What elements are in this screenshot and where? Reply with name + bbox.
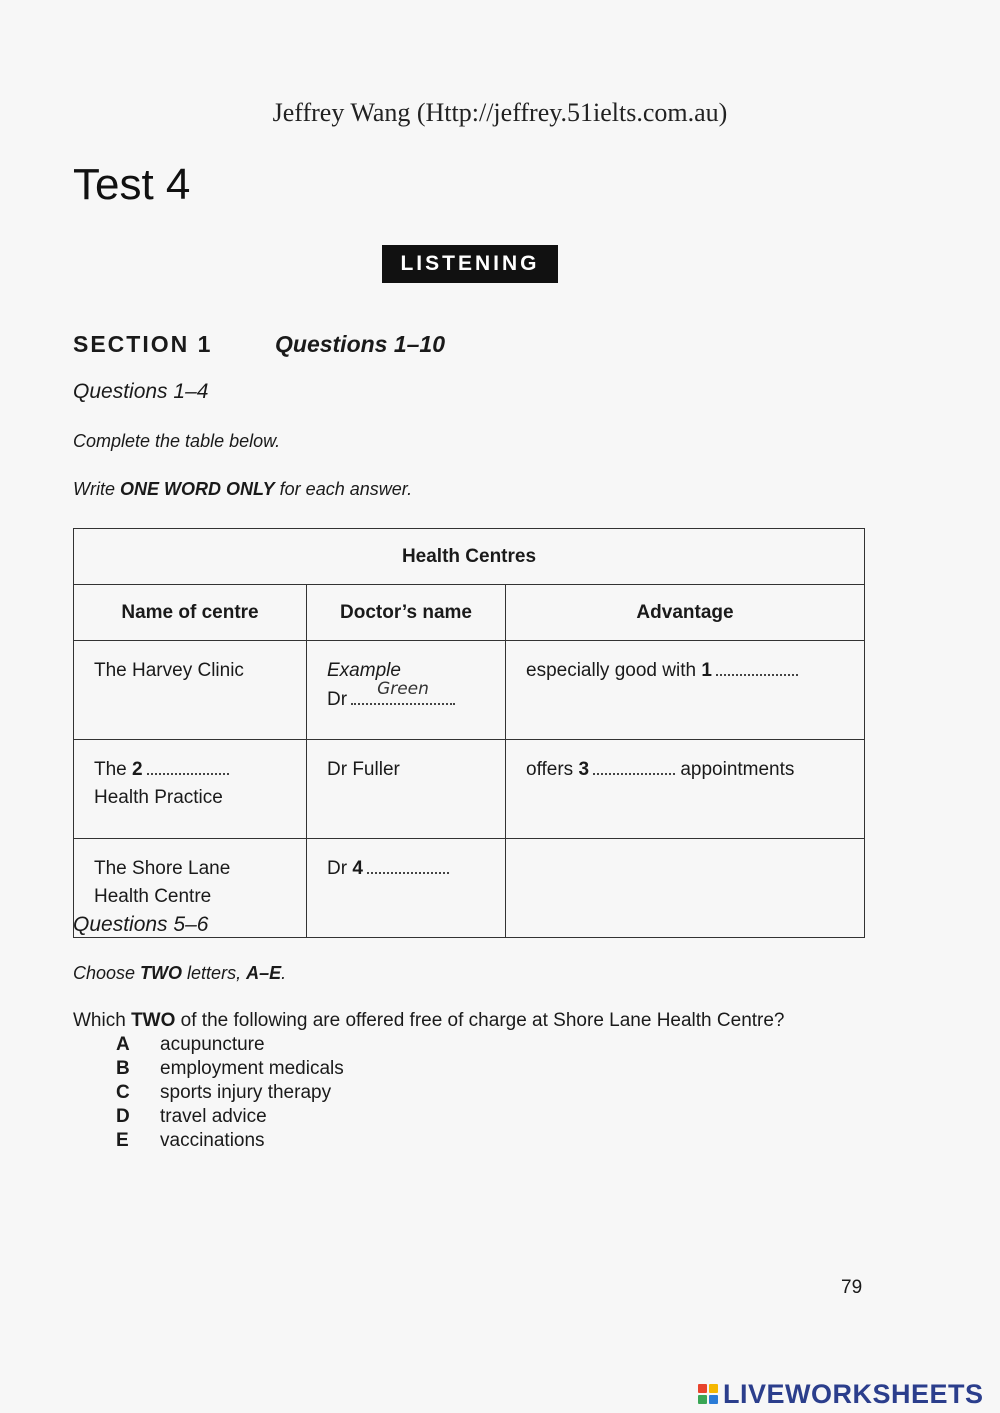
- centre-name: The Harvey Clinic: [94, 660, 244, 681]
- answer-blank-4[interactable]: [367, 858, 449, 874]
- question-number: 3: [578, 759, 590, 780]
- test-title: Test 4: [73, 160, 191, 209]
- option-d[interactable]: D travel advice: [116, 1106, 267, 1127]
- liveworksheets-brand[interactable]: [697, 1379, 984, 1409]
- centre-name-cell: [74, 641, 307, 740]
- options-list: [116, 1034, 344, 1154]
- answer-blank-1[interactable]: [716, 660, 798, 676]
- questions-5-6-heading: Questions 5–6: [73, 913, 209, 936]
- table-row: [74, 740, 865, 839]
- instruction-choose-letters: Choose TWO letters, A–E.: [73, 963, 287, 983]
- section-label: SECTION 1: [73, 331, 213, 357]
- page-number: 79: [841, 1277, 863, 1298]
- centre-name-cell: The 2 Health Practice: [74, 740, 307, 839]
- option-a[interactable]: A acupuncture: [116, 1034, 265, 1055]
- doctor-name-cell: [307, 740, 506, 839]
- question-number: 4: [352, 858, 363, 879]
- example-label: Example: [327, 660, 401, 681]
- option-c[interactable]: C sports injury therapy: [116, 1082, 332, 1103]
- doctor-name: Dr Fuller: [327, 759, 400, 780]
- example-answer: Green: [377, 679, 429, 699]
- question-number: 2: [132, 759, 143, 780]
- author-header: Jeffrey Wang (Http://jeffrey.51ielts.com.au): [272, 98, 728, 127]
- listening-badge: LISTENING: [382, 245, 558, 283]
- instruction-word-limit: Write ONE WORD ONLY for each answer.: [73, 479, 413, 499]
- health-centres-table: [73, 528, 865, 938]
- centre-name-cell: The Shore Lane Health Centre: [74, 839, 307, 938]
- liveworksheets-logo-icon: [697, 1383, 719, 1405]
- question-number: 1: [701, 660, 712, 681]
- table-caption: Health Centres: [74, 529, 865, 585]
- advantage-cell: offers 3 appointments: [506, 740, 865, 839]
- section-questions-range: Questions 1–10: [275, 331, 446, 357]
- question-5-6-text: Which TWO of the following are offered free of charge at Shore Lane Health Centre?: [73, 1010, 785, 1031]
- option-e[interactable]: E vaccinations: [116, 1130, 265, 1151]
- answer-blank-3[interactable]: [593, 759, 675, 775]
- column-header-doctor: Doctor’s name: [307, 585, 506, 641]
- doctor-name-cell: Dr 4: [307, 839, 506, 938]
- example-answer-slot: [351, 679, 455, 705]
- answer-blank-2[interactable]: [147, 759, 229, 775]
- column-header-name: Name of centre: [74, 585, 307, 641]
- instruction-complete-table: Complete the table below.: [73, 431, 281, 451]
- word-limit-emphasis: ONE WORD ONLY: [120, 479, 275, 499]
- brand-name: LIVEWORKSHEETS: [723, 1378, 984, 1409]
- column-header-advantage: Advantage: [506, 585, 865, 641]
- table-row: [74, 641, 865, 740]
- questions-1-4-heading: Questions 1–4: [73, 380, 209, 403]
- advantage-cell: especially good with 1: [506, 641, 865, 740]
- doctor-name-cell: Example Dr Green: [307, 641, 506, 740]
- advantage-cell: [506, 839, 865, 938]
- option-b[interactable]: B employment medicals: [116, 1058, 344, 1079]
